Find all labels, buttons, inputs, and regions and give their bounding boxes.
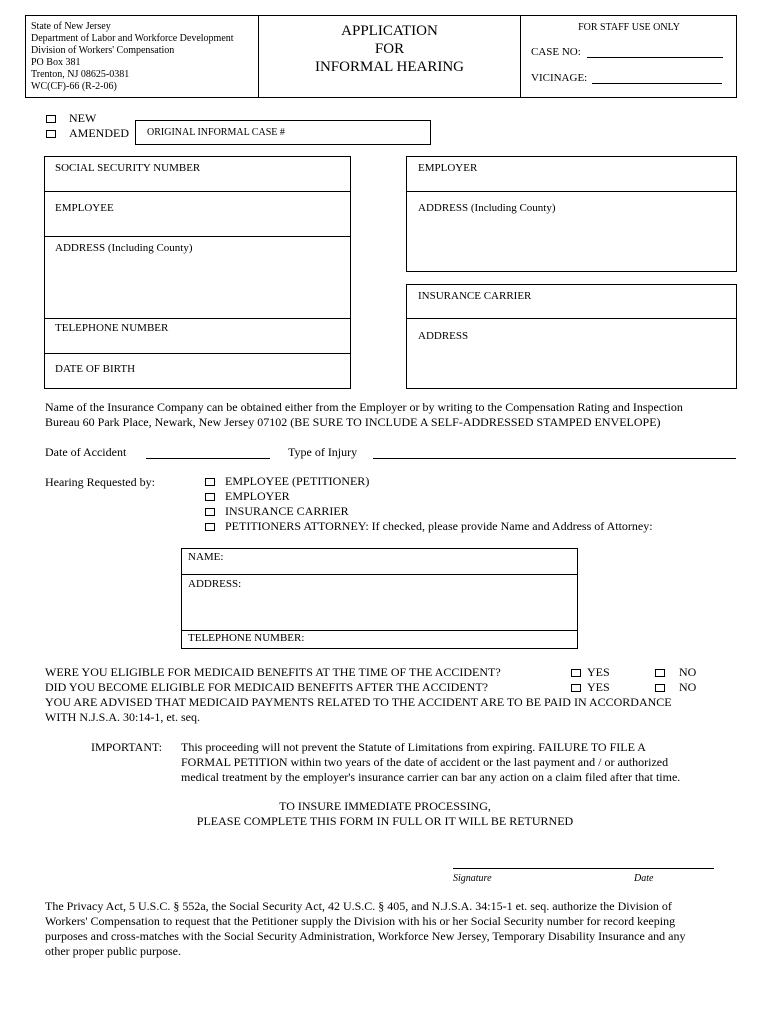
notice-line: YOU ARE ADVISED THAT MEDICAID PAYMENTS RELATED TO THE ACCIDENT ARE TO BE PAID IN ACCORDANCE	[45, 695, 672, 709]
employer-checkbox[interactable]	[205, 493, 215, 501]
form-title	[259, 22, 520, 76]
attorney-checkbox[interactable]	[205, 523, 215, 531]
hearing-option-employee[interactable]	[205, 474, 653, 489]
privacy-notice	[45, 899, 685, 959]
yes-label: YES	[587, 680, 610, 694]
attorney-box-divider	[181, 574, 578, 575]
hearing-requested-label: Hearing Requested by:	[45, 475, 155, 489]
insurance-carrier-checkbox[interactable]	[205, 508, 215, 516]
new-checkbox[interactable]	[46, 115, 56, 123]
employee-box-divider	[44, 318, 351, 319]
hearing-options	[205, 474, 653, 534]
case-no-label: CASE NO:	[531, 46, 581, 58]
medicaid-question-2: DID YOU BECOME ELIGIBLE FOR MEDICAID BENEFITS AFTER THE ACCIDENT?	[45, 680, 488, 694]
type-of-injury-field[interactable]	[373, 458, 736, 459]
medicaid-q2-yes[interactable]	[571, 680, 610, 695]
new-label: NEW	[69, 111, 97, 125]
important-line: FORMAL PETITION within two years of the date of accident or the last payment and / or authorized	[181, 755, 669, 769]
date-of-accident-label: Date of Accident	[45, 445, 127, 459]
medicaid-notice	[45, 695, 672, 725]
important-line: This proceeding will not prevent the Statute of Limitations from expiring. FAILURE TO FILE A	[181, 740, 646, 754]
medicaid-question-1: WERE YOU ELIGIBLE FOR MEDICAID BENEFITS AT THE TIME OF THE ACCIDENT?	[45, 665, 501, 679]
signature-label: Signature	[453, 873, 492, 884]
date-of-accident-field[interactable]	[146, 458, 270, 459]
note-line: Name of the Insurance Company can be obtained either from the Employer or by writing to the Compensation Rating and Inspection	[45, 400, 683, 414]
insurance-address-field[interactable]: ADDRESS	[418, 330, 469, 342]
q2-no-checkbox[interactable]	[655, 684, 665, 692]
date-of-birth-field[interactable]: DATE OF BIRTH	[55, 363, 136, 375]
no-label: NO	[679, 680, 697, 694]
option-label: INSURANCE CARRIER	[225, 504, 349, 518]
q2-yes-checkbox[interactable]	[571, 684, 581, 692]
employer-field[interactable]: EMPLOYER	[418, 162, 478, 174]
date-label: Date	[634, 873, 654, 884]
form-number: WC(CF)-66 (R-2-06)	[31, 81, 117, 92]
q1-no-checkbox[interactable]	[655, 669, 665, 677]
attorney-box-divider	[181, 630, 578, 631]
important-label: IMPORTANT:	[91, 740, 163, 754]
agency-line: Trenton, NJ 08625-0381	[31, 69, 130, 80]
title-line: APPLICATION	[341, 23, 438, 39]
insurance-note	[45, 400, 745, 430]
employee-name-field[interactable]: EMPLOYEE	[55, 202, 114, 214]
note-line: Bureau 60 Park Place, Newark, New Jersey 07102 (BE SURE TO INCLUDE A SELF-ADDRESSED STAMPED ENVELOPE)	[45, 415, 661, 429]
case-no-field[interactable]	[587, 57, 723, 58]
employee-checkbox[interactable]	[205, 478, 215, 486]
employer-box-divider	[406, 191, 737, 192]
hearing-option-employer[interactable]	[205, 489, 653, 504]
original-case-label: ORIGINAL INFORMAL CASE #	[147, 127, 285, 138]
insurance-box-divider	[406, 318, 737, 319]
amended-option[interactable]	[46, 126, 129, 141]
important-line: medical treatment by the employer's insurance carrier can bar any action on a claim filed after that time.	[181, 770, 681, 784]
type-of-injury-label: Type of Injury	[288, 445, 358, 459]
hearing-option-attorney[interactable]	[205, 519, 653, 534]
attorney-name-field[interactable]: NAME:	[188, 551, 224, 563]
attorney-address-field[interactable]: ADDRESS:	[188, 578, 242, 590]
notice-line: WITH N.J.S.A. 30:14-1, et. seq.	[45, 710, 200, 724]
employee-box-divider	[44, 353, 351, 354]
option-label: EMPLOYER	[225, 489, 290, 503]
privacy-line: Workers' Compensation to request that the Petitioner supply the Division with his or her Social Security number for record keeping	[45, 914, 676, 928]
processing-line: PLEASE COMPLETE THIS FORM IN FULL OR IT WILL BE RETURNED	[196, 814, 574, 828]
employee-box-divider	[44, 191, 351, 192]
employee-telephone-field[interactable]: TELEPHONE NUMBER	[55, 322, 169, 334]
agency-line: State of New Jersey	[31, 21, 111, 32]
amended-label: AMENDED	[69, 126, 129, 140]
processing-line: TO INSURE IMMEDIATE PROCESSING,	[279, 799, 491, 813]
attorney-telephone-field[interactable]: TELEPHONE NUMBER:	[188, 632, 305, 644]
yes-label: YES	[587, 665, 610, 679]
vicinage-label: VICINAGE:	[531, 72, 588, 84]
insurance-carrier-field[interactable]: INSURANCE CARRIER	[418, 290, 532, 302]
option-label: PETITIONERS ATTORNEY: If checked, please provide Name and Address of Attorney:	[225, 519, 653, 533]
agency-line: Division of Workers' Compensation	[31, 45, 175, 56]
medicaid-q1-yes[interactable]	[571, 665, 610, 680]
medicaid-q1-no[interactable]	[655, 665, 696, 680]
employee-address-field[interactable]: ADDRESS (Including County)	[55, 242, 193, 254]
title-line: INFORMAL HEARING	[314, 59, 465, 75]
amended-checkbox[interactable]	[46, 130, 56, 138]
agency-line: PO Box 381	[31, 57, 81, 68]
vicinage-field[interactable]	[592, 83, 722, 84]
privacy-line: The Privacy Act, 5 U.S.C. § 552a, the Social Security Act, 42 U.S.C. § 405, and N.J.S.A. 34:15-1 et. seq. authorize the Division of	[45, 899, 672, 913]
signature-line[interactable]	[453, 868, 714, 869]
no-label: NO	[679, 665, 697, 679]
privacy-line: purposes and cross-matches with the Social Security Administration, Workforce New Jersey, Temporary Disability Insurance and any	[45, 929, 686, 943]
option-label: EMPLOYEE (PETITIONER)	[225, 474, 370, 488]
important-text	[181, 740, 680, 785]
q1-yes-checkbox[interactable]	[571, 669, 581, 677]
new-option[interactable]	[46, 111, 96, 126]
employer-address-field[interactable]: ADDRESS (Including County)	[418, 202, 556, 214]
employee-box-divider	[44, 236, 351, 237]
hearing-option-insurance-carrier[interactable]	[205, 504, 653, 519]
title-line: FOR	[374, 41, 405, 57]
agency-line: Department of Labor and Workforce Development	[31, 33, 234, 44]
privacy-line: other proper public purpose.	[45, 944, 181, 958]
agency-address	[31, 21, 234, 93]
processing-notice	[120, 799, 650, 829]
ssn-field[interactable]: SOCIAL SECURITY NUMBER	[55, 162, 201, 174]
staff-use-label: FOR STAFF USE ONLY	[578, 22, 680, 33]
medicaid-q2-no[interactable]	[655, 680, 696, 695]
